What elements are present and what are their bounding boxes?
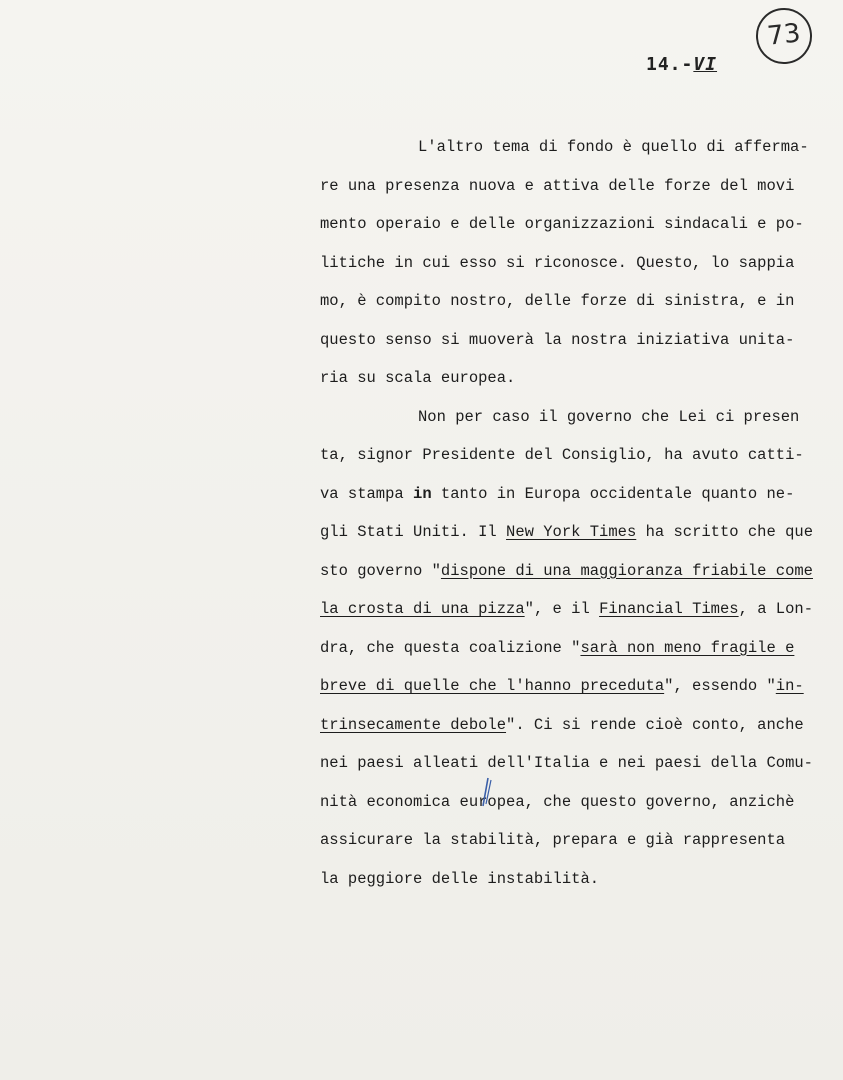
text-line [320, 359, 840, 398]
text-line [320, 282, 840, 321]
text-run: gli Stati Uniti. Il [320, 523, 507, 541]
text-run: nità economica europea, che questo governo, anzichè [320, 792, 795, 811]
text-run: ". Ci si rende cioè conto, anche [506, 715, 804, 734]
underlined-text: la crosta di una pizza [320, 600, 525, 618]
page-reference-prefix: 14.- [646, 54, 694, 75]
text-line [320, 860, 840, 899]
text-run: sto governo " [320, 561, 441, 580]
underlined-text: in- [775, 677, 804, 695]
typewritten-body [320, 128, 840, 898]
text-run: la peggiore delle instabilità. [320, 869, 600, 888]
circled-page-number: 73 [753, 5, 815, 67]
text-line [320, 321, 840, 360]
text-run: ha scritto che que [636, 523, 813, 541]
text-run: va stampa [320, 484, 414, 503]
text-run: mento operaio e delle organizzazioni sindacali e po- [320, 215, 804, 233]
text-run: ria su scala europea. [320, 369, 516, 387]
text-run: ta, signor Presidente del Consiglio, ha avuto catti- [320, 446, 804, 464]
text-line [320, 167, 840, 206]
text-line [320, 629, 840, 668]
text-run: Non per caso il governo che Lei ci presen [418, 407, 800, 426]
text-run: dra, che questa coalizione " [320, 638, 581, 657]
text-line [320, 667, 840, 706]
text-line [320, 590, 840, 629]
text-line [320, 128, 840, 167]
page-reference [646, 54, 717, 75]
text-run: , a Lon- [738, 600, 814, 618]
text-line [320, 244, 840, 283]
text-line [320, 552, 840, 591]
underlined-text: Financial Times [599, 600, 739, 618]
text-run: nei paesi alleati dell'Italia e nei paesi della Comu- [320, 754, 813, 772]
text-run: questo senso si muoverà la nostra iniziativa unita- [320, 330, 795, 349]
text-run: mo, è compito nostro, delle forze di sinistra, e in [320, 292, 795, 310]
text-line [320, 821, 840, 860]
text-line [320, 783, 840, 822]
text-line [320, 205, 840, 244]
handwritten-correction-mark [479, 777, 493, 807]
text-run: assicurare la stabilità, prepara e già rappresenta [320, 831, 786, 849]
text-line [320, 436, 840, 475]
text-line [320, 398, 840, 437]
text-run: ", e il [524, 600, 600, 618]
text-line [320, 706, 840, 745]
underlined-text: sarà non meno fragile e [580, 638, 795, 657]
underlined-text: trinsecamente debole [320, 715, 507, 734]
text-run: ", essendo " [664, 677, 776, 695]
text-line [320, 475, 840, 514]
text-line [320, 744, 840, 783]
underlined-text: breve di quelle che l'hanno preceduta [320, 677, 665, 695]
text-run: tanto in Europa occidentale quanto ne- [431, 484, 795, 503]
page-reference-roman: VI [693, 54, 718, 75]
underlined-text: dispone di una maggioranza friabile come [440, 561, 813, 580]
text-run: L'altro tema di fondo è quello di afferma- [418, 138, 809, 156]
text-run: re una presenza nuova e attiva delle forze del movi [320, 176, 795, 195]
text-run: litiche in cui esso si riconosce. Questo, lo sappia [320, 253, 795, 272]
underlined-text: New York Times [506, 523, 637, 541]
text-line [320, 513, 840, 552]
overtyped-text: in [413, 484, 432, 503]
